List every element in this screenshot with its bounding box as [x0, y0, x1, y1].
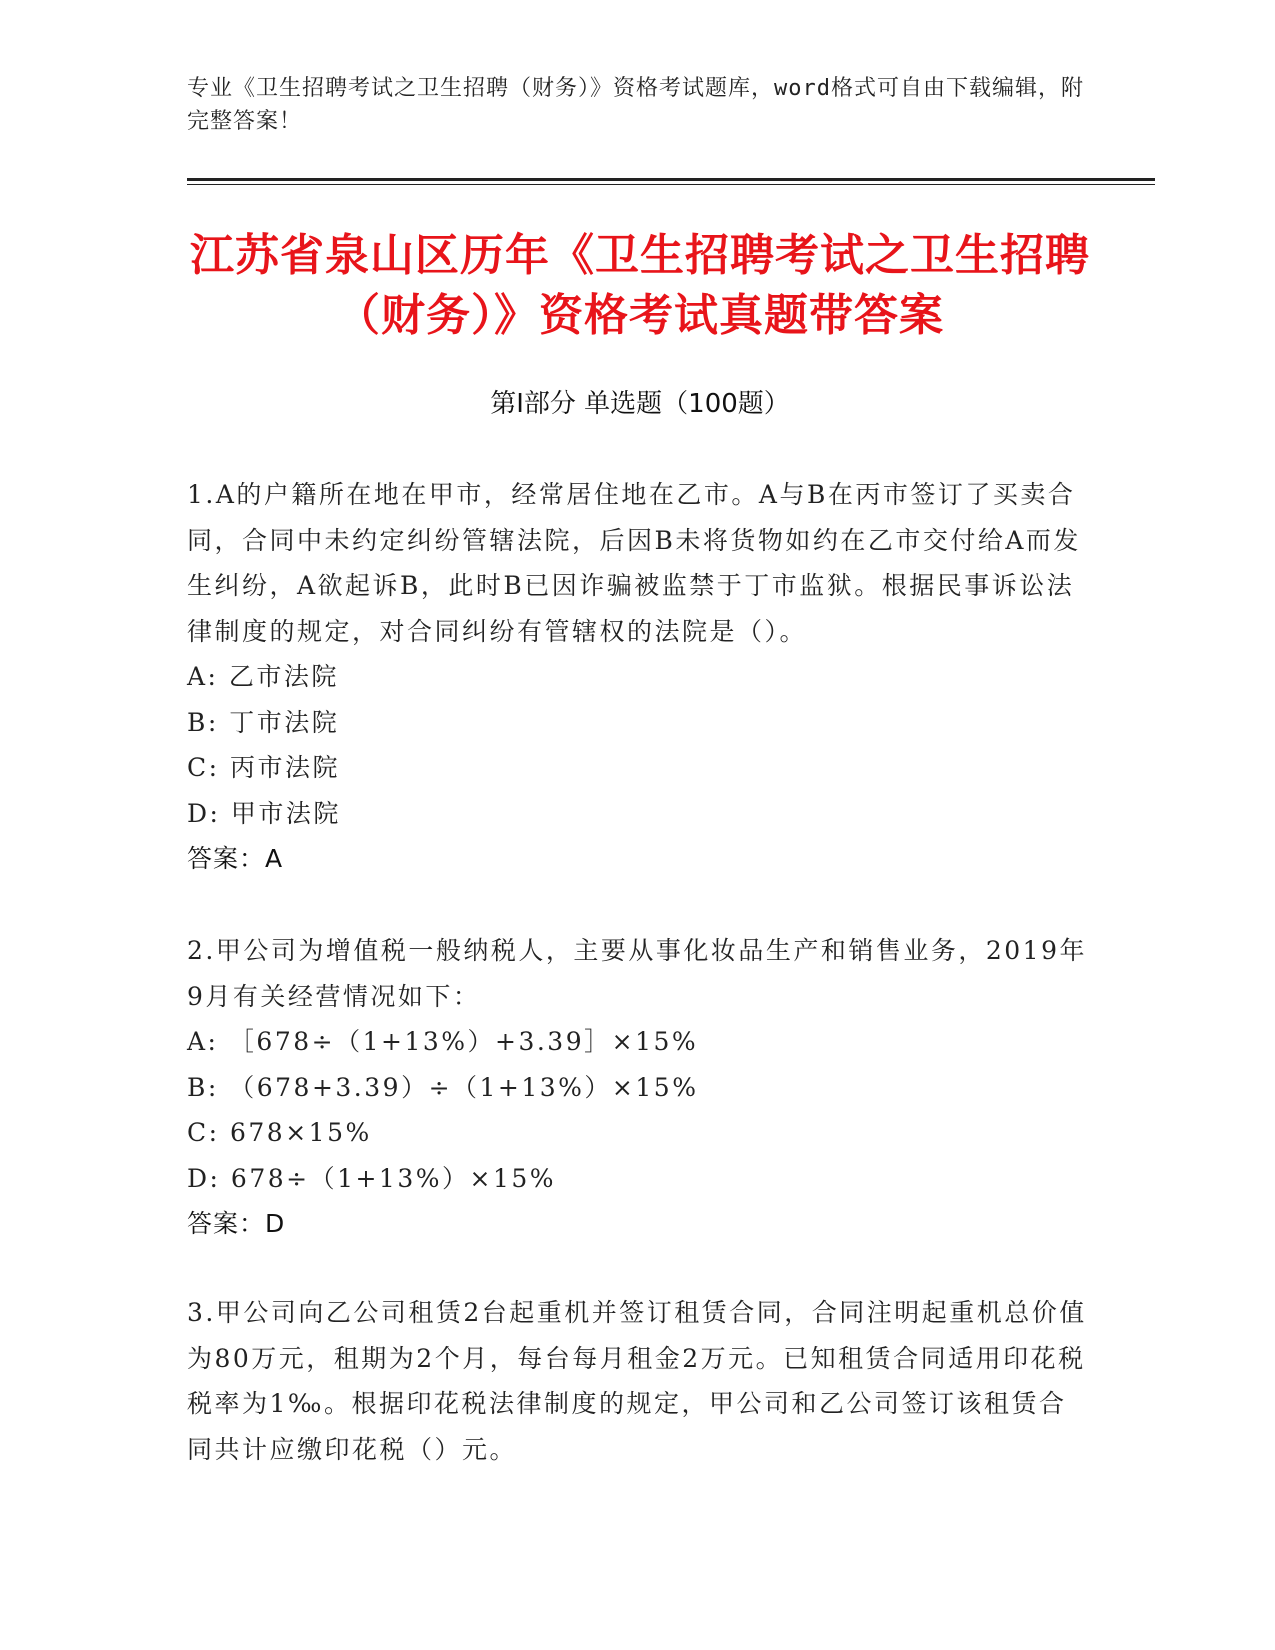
question-2	[187, 928, 1087, 1247]
question-text: 2.甲公司为增值税一般纳税人，主要从事化妆品生产和销售业务，2019年9月有关经营情况如下：	[187, 936, 1087, 1011]
option-b: B: （678+3.39）÷（1+13%）×15%	[187, 1072, 699, 1102]
section-title: 第Ⅰ部分 单选题（100题）	[490, 389, 790, 419]
question-3	[187, 1290, 1087, 1472]
answer: 答案：D	[187, 1209, 286, 1238]
option-d: D: 678÷（1+13%）×15%	[187, 1163, 557, 1193]
question-text: 3.甲公司向乙公司租赁2台起重机并签订租赁合同，合同注明起重机总价值为80万元，租期为2个月，每台每月租金2万元。已知租赁合同适用印花税税率为1‰。根据印花税法律制度的规定，甲公司和乙公司签订该租赁合同共计应缴印花税（）元。	[187, 1298, 1087, 1464]
option-c: C: 丙市法院	[187, 753, 340, 782]
question-text: 1.A的户籍所在地在甲市，经常居住地在乙市。A与B在丙市签订了买卖合同，合同中未约定纠纷管辖法院，后因B未将货物如约在乙市交付给A而发生纠纷，A欲起诉B，此时B已因诈骗被监禁于丁市监狱。根据民事诉讼法律制度的规定，对合同纠纷有管辖权的法院是（）。	[187, 480, 1081, 646]
header-note: 专业《卫生招聘考试之卫生招聘（财务）》资格考试题库，word格式可自由下载编辑，附完整答案！	[187, 76, 1084, 134]
option-a: A: 乙市法院	[187, 662, 339, 691]
option-d: D: 甲市法院	[187, 798, 341, 828]
header-divider-thin	[187, 184, 1155, 185]
document-title: 江苏省泉山区历年《卫生招聘考试之卫生招聘（财务）》资格考试真题带答案	[190, 230, 1090, 341]
answer: 答案：A	[187, 844, 284, 873]
header-divider-thick	[187, 178, 1155, 181]
option-b: B: 丁市法院	[187, 707, 340, 737]
question-1	[187, 472, 1087, 882]
option-c: C: 678×15%	[187, 1118, 372, 1147]
option-a: A: ［678÷（1+13%）+3.39］×15%	[187, 1027, 699, 1056]
